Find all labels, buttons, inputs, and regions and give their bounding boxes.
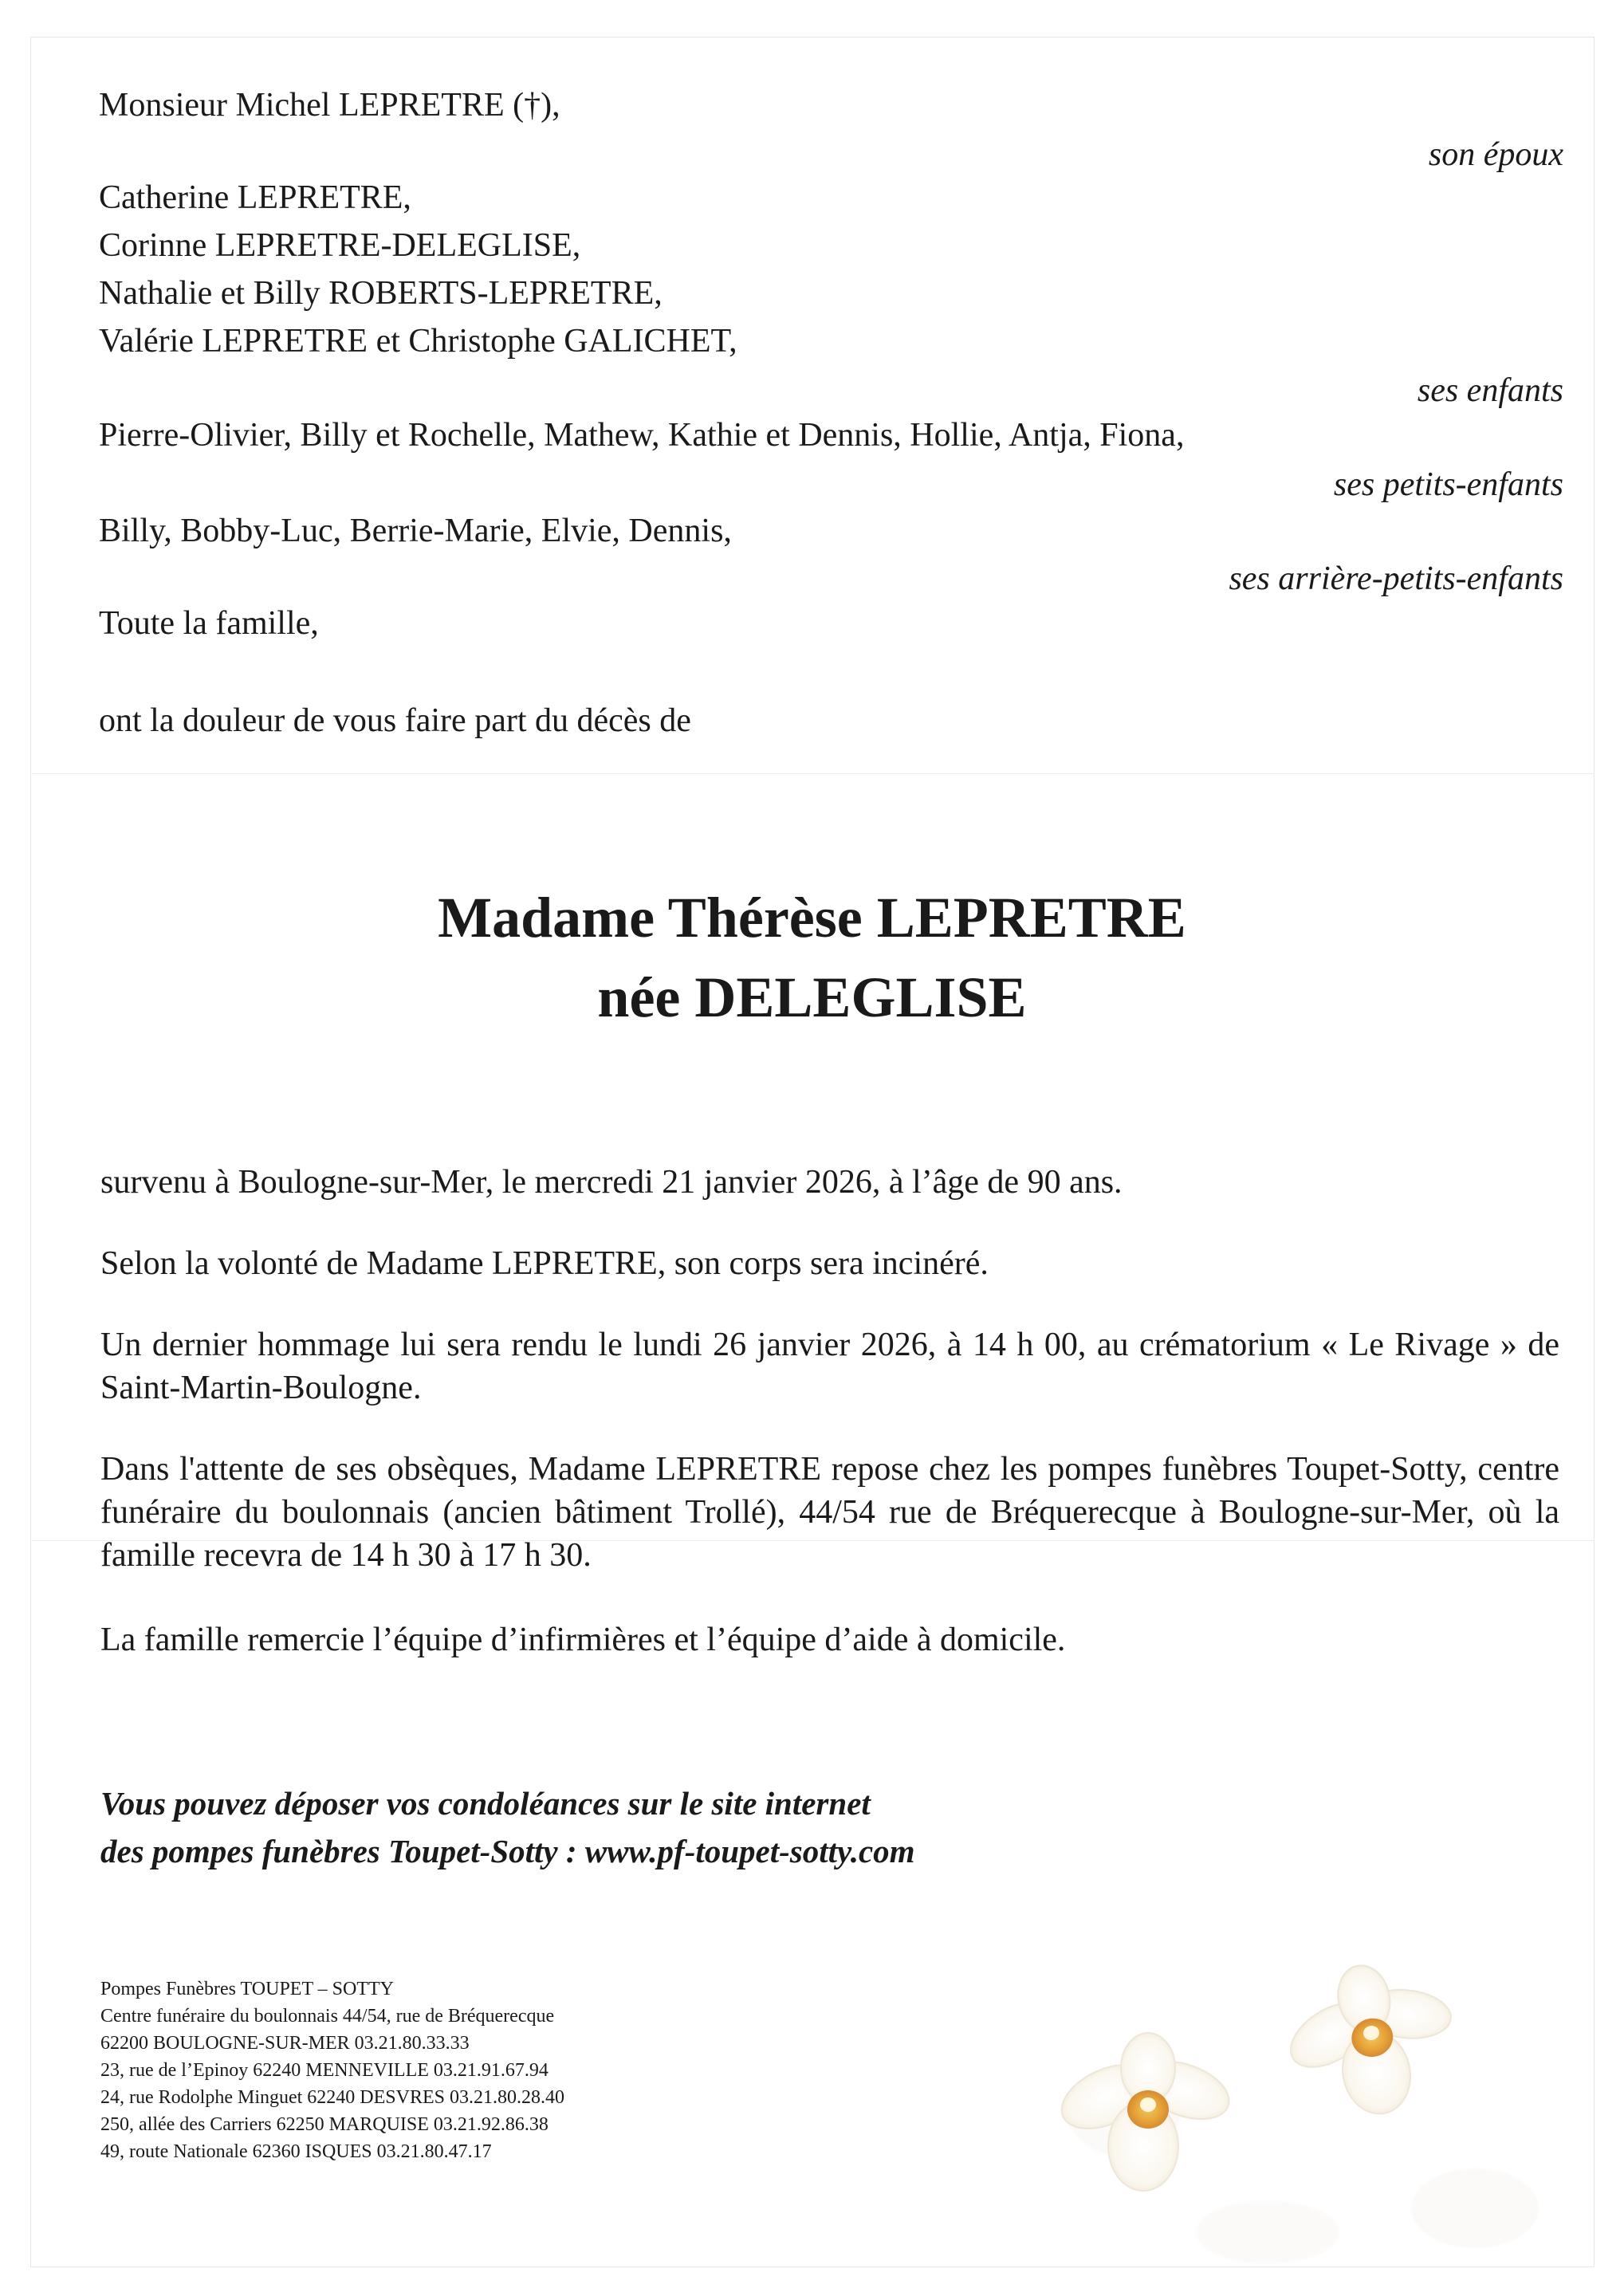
husband-role: son époux — [1428, 136, 1563, 173]
cremation-paragraph: Selon la volonté de Madame LEPRETRE, son corps sera incinéré. — [100, 1245, 989, 1282]
grandchildren-names: Pierre-Olivier, Billy et Rochelle, Mathew, Kathie et Dennis, Hollie, Antja, Fiona, — [99, 417, 1185, 454]
fold-line — [30, 773, 1595, 774]
condolences-line: Vous pouvez déposer vos condoléances sur le site internet — [100, 1785, 871, 1822]
great-grandchildren-names: Billy, Bobby-Luc, Berrie-Marie, Elvie, Dennis, — [99, 513, 732, 549]
footer-line: 23, rue de l’Epinoy 62240 MENNEVILLE 03.21.91.67.94 — [100, 2060, 549, 2081]
thanks-paragraph: La famille remercie l’équipe d’infirmières et l’équipe d’aide à domicile. — [100, 1622, 1066, 1658]
orchid-flowers-icon — [1028, 1945, 1602, 2264]
viewing-paragraph: Dans l'attente de ses obsèques, Madame LEPRETRE repose chez les pompes funèbres Toupet-Sotty, centre funéraire du boulonnais (ancien bâtiment Trollé), 44/54 rue de Bréquerecque à Boulogne-sur-Mer, où la famille recevra de 14 h 30 à 17 h 30. — [100, 1451, 1559, 1574]
deceased-name: Madame Thérèse LEPRETRE — [438, 886, 1186, 949]
footer-line: 250, allée des Carriers 62250 MARQUISE 03.21.92.86.38 — [100, 2114, 549, 2135]
footer-line: Centre funéraire du boulonnais 44/54, rue de Bréquerecque — [100, 2006, 555, 2027]
child-name: Valérie LEPRETRE et Christophe GALICHET, — [99, 323, 737, 360]
footer-line: 62200 BOULOGNE-SUR-MER 03.21.80.33.33 — [100, 2033, 470, 2054]
footer-line: 24, rue Rodolphe Minguet 62240 DESVRES 03.21.80.28.40 — [100, 2087, 564, 2108]
footer-line: Pompes Funèbres TOUPET – SOTTY — [100, 1979, 395, 1999]
paper-sheet — [30, 37, 1595, 2267]
great-grandchildren-role: ses arrière-petits-enfants — [1229, 560, 1563, 597]
child-name: Nathalie et Billy ROBERTS-LEPRETRE, — [99, 275, 663, 312]
children-role: ses enfants — [1417, 372, 1563, 409]
tribute-paragraph: Un dernier hommage lui sera rendu le lundi 26 janvier 2026, à 14 h 00, au crématorium « Le Rivage » de Saint-Martin-Boulogne. — [100, 1327, 1559, 1406]
husband-name: Monsieur Michel LEPRETRE (†), — [99, 87, 560, 124]
death-detail-paragraph: survenu à Boulogne-sur-Mer, le mercredi 21 janvier 2026, à l’âge de 90 ans. — [100, 1164, 1123, 1201]
grandchildren-role: ses petits-enfants — [1333, 466, 1563, 503]
footer-line: 49, route Nationale 62360 ISQUES 03.21.80.47.17 — [100, 2141, 492, 2162]
child-name: Catherine LEPRETRE, — [99, 179, 411, 216]
all-family-line: Toute la famille, — [99, 605, 319, 642]
announcement-line: ont la douleur de vous faire part du décès de — [99, 702, 691, 739]
condolences-line: des pompes funèbres Toupet-Sotty : www.pf-toupet-sotty.com — [100, 1833, 915, 1869]
deceased-maiden-name: née DELEGLISE — [597, 965, 1027, 1029]
child-name: Corinne LEPRETRE-DELEGLISE, — [99, 227, 581, 264]
funeral-home-footer — [100, 1976, 564, 2165]
